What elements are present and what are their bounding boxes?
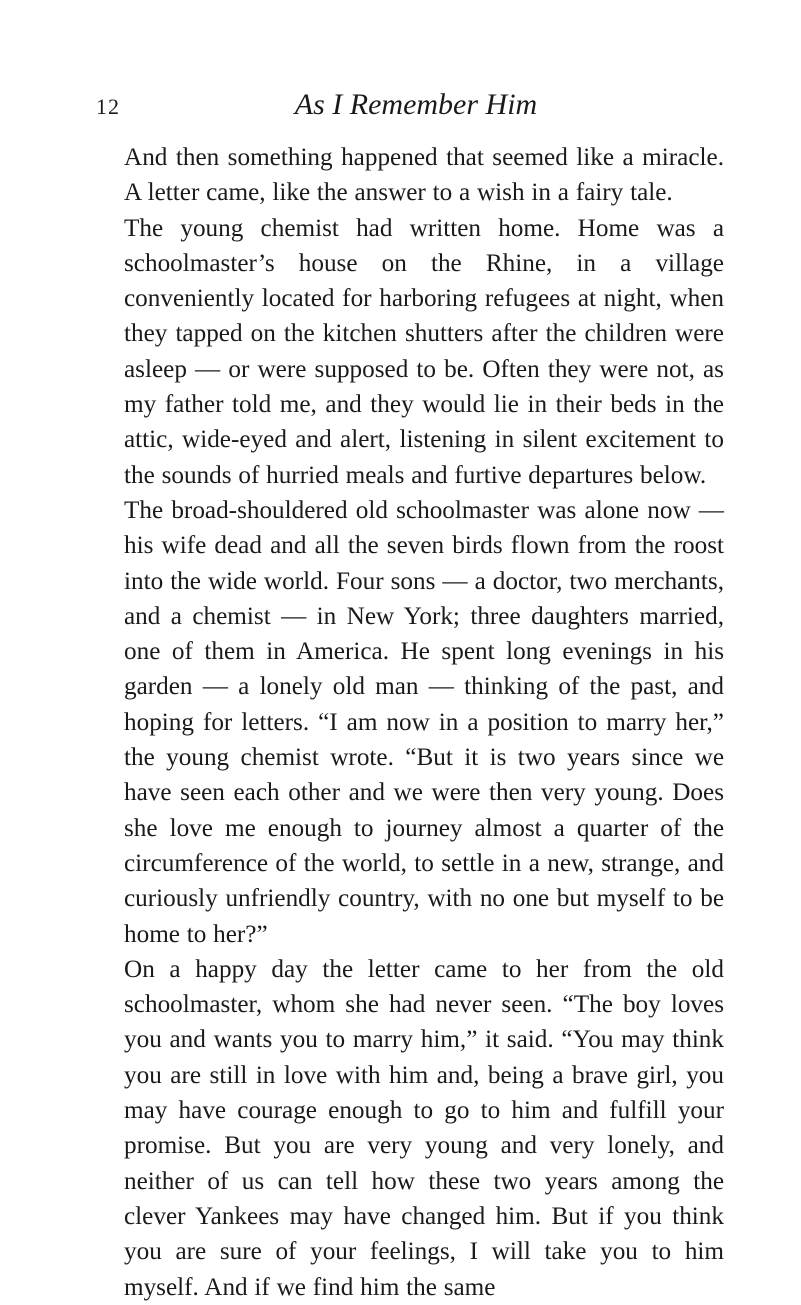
running-head xyxy=(96,88,716,128)
paragraph: And then something happened that seemed like a miracle. A letter came, like the answer to a wish in a fairy tale. xyxy=(124,144,724,207)
body-text xyxy=(124,140,724,1305)
paragraph: On a happy day the letter came to her from the old schoolmaster, whom she had never seen. “The boy loves you and wants you to marry him,” it said. “You may think you are still in love with him and, being a brave girl, you may have courage enough to go to him and fulfill your promise. But you are very young and very lonely, and neither of us can tell how these two years among the clever Yankees may have changed him. But if you think you are sure of your feelings, I will take you to him myself. And if we find him the same xyxy=(124,955,724,1301)
paragraph: The broad-shouldered old schoolmaster was alone now — his wife dead and all the seven birds flown from the roost into the wide world. Four sons — a doctor, two merchants, and a chemist — in New York; three daughters married, one of them in America. He spent long evenings in his garden — a lonely old man — thinking of the past, and hoping for letters. “I am now in a position to marry her,” the young chemist wrote. “But it is two years since we have seen each other and we were then very young. Does she love me enough to journey almost a quarter of the circumference of the world, to settle in a new, strange, and curiously unfriendly country, with no one but myself to be home to her?” xyxy=(124,496,724,948)
running-title: As I Remember Him xyxy=(294,88,538,121)
page-number: 12 xyxy=(96,94,120,119)
paragraph: The young chemist had written home. Home was a schoolmaster’s house on the Rhine, in a village conveniently located for harboring refugees at night, when they tapped on the kitchen shutters after the children were asleep — or were supposed to be. Often they were not, as my father told me, and they would lie in their beds in the attic, wide-eyed and alert, listening in silent excitement to the sounds of hurried meals and furtive departures below. xyxy=(124,214,724,489)
